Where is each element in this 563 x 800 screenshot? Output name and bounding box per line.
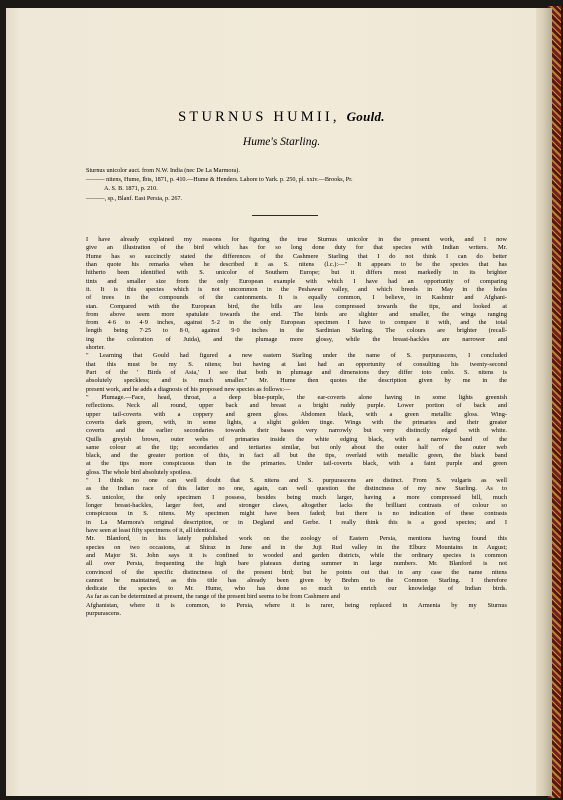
body-line: dedicate the species to Mr. Hume, who has done so much to enrich our knowledge of Indian birds. [86,585,507,593]
body-line: conspicuous in S. nitens. My specimen might have been faded; but there is no indication of these contrasts [86,510,507,518]
body-line: upper tail-coverts with a coppery and green gloss. Abdomen black, with a green metallic gloss. Wing- [86,410,507,418]
body-line: reflections. Neck all round, upper back and breast a bright ruddy purple. Lower portion of back and [86,402,507,410]
body-line: purpurascens. [86,610,122,618]
body-line: stan. Compared with the European bird, the bills are less compressed towards the tips, and looked at [86,302,507,310]
body-line: length being 7·25 to 8·0, against 9·0 inches in the Sardinian Starling. The colours are brighter (recall- [86,327,507,335]
body-line: S. unicolor, the only specimen I possess, besides being much larger, having a more compressed bill, much [86,493,507,501]
title-authority: Gould. [346,109,385,124]
body-line: convinced of the specific distinctness of the present bird; but he points out that in any case the name nitens [86,568,507,576]
synonymy-line: A. S. B. 1871, p. 210. [104,185,158,193]
synonymy-line: ———, sp., Blanf. East Persia, p. 267. [86,194,183,202]
body-line: longer breast-hackles, larger feet, and stronger claws, altogether lacks the brilliant contrasts of colour so [86,502,507,509]
synonymy-line: ——— nitens, Hume, Ibis, 1871, p. 410.—Hume & Henders. Lahore to Yark. p. 250, pl. xxiv.—Brooks, Pr. [86,176,353,184]
body-line: that this must be my S. nitens; but having at last had an opportunity of consulting his twenty-second [86,360,507,368]
body-line: Part of the ' Birds of Asia,' I see that both in plumage and dimensions they differ toto cœlo. S. nitens is [86,369,507,376]
body-line: Mr. Blanford, in his lately published work on the zoology of Eastern Persia, mentions having found this [86,535,507,543]
body-line: I have already explained my reasons for figuring the true Sturnus unicolor in the present work, and I now [86,236,507,243]
body-line: and Major St. John says it is confined to wooded and garden districts, while the ordinary species is common [86,551,507,559]
body-line: of trees in the compounds of the cantonments. It is equally common, I believe, in Kashmir and Afghani- [86,294,507,302]
body-line: shorter. [86,344,105,352]
body-line: hitherto been identified with S. unicolor of Southern Europe; but it differs most markedly in its brighter [86,269,507,277]
body-line: ing the coloration of Juida), and the plumage more glossy, while the breast-hackles are narrower and [86,335,507,343]
page-title [0,109,563,126]
section-divider [252,215,318,216]
synonymy-line: Sturnus unicolor auct. from N.W. India (nec De La Marmora). [86,167,240,174]
body-line: it. It is this species which is not uncommon in the Peshawur valley, and which breeds in May in the holes [86,285,507,293]
body-line: absolutely speckless; and is much smaller." Mr. Hume then quotes the description given by me in the [86,377,507,385]
body-line: Hume has so succinctly stated the differences of the Cashmere Starling that I do not think I can do better [86,252,507,260]
body-line: gloss. The whole bird absolutely spotless. [86,468,192,476]
body-line: cannot be maintained, as this title has already been given by Brehm to the Common Starling. I therefore [86,576,507,584]
body-line: As far as can be determined at present, the range of the present bird seems to be from Cashmere and [86,593,341,601]
body-line: " I think no one can well doubt that S. nitens and S. purpurascens are distinct. From S. vulgaris as well [86,477,507,485]
body-text [86,236,507,618]
body-line: give an illustration of the bird which has for so long done duty for that species with Indian writers. Mr. [86,244,507,252]
body-line: black, and the greater portion of this, in fact all but the tips, overlaid with metallic green, the black band [86,452,507,460]
body-line: coverts and the earlier secondaries towards their bases very narrowly but very distinctly edged with white. [86,427,507,435]
body-line: " Learning that Gould had figured a new eastern Starling under the name of S. purpurascens, I concluded [86,352,507,360]
body-line: " Plumage.—Face, head, throat, a deep blue-purple, the ear-coverts alone having in some lights greenish [86,393,507,401]
body-line: from above seem more spatulate towards the end. The birds are slighter and smaller, the wings ranging [86,310,507,318]
body-line: same colour at the tip; secondaries and tertiaries similar, but only about the outer half of the outer web [86,443,507,451]
body-line: tints and smaller size from the only European example with which I have had an opportunity of comparing [86,277,507,285]
body-line: from 4·6 to 4·9 inches, against 5·2 in the only European specimen I have to compare it with, and the total [86,319,507,327]
body-line: coverts dark green, with, in some lights, a slight golden tinge. Wings with the primaries and their greater [86,418,507,426]
body-line: Afghanistan, where it is common, to Persia, where it is rarer, being replaced in Armenia by my Sturnus [86,601,507,609]
body-line: at the tips more conspicuous than in the primaries. Under tail-coverts black, with a faint purple and green [86,460,507,468]
body-line: species on two occasions, at Shiraz in June and in the Juji Rud valley in the Elburz Mountains in August; [86,543,507,551]
body-line: as the Indian race of this latter no one, again, can well question the distinctness of my new Starling. As to [86,485,507,493]
body-line: Quills greyish brown, outer webs of primaries inside the white edging black, with a narrow band of the [86,435,507,443]
title-species: STURNUS HUMII, [178,109,340,125]
body-line: have seen at least fifty specimens of it, all identical. [86,526,218,534]
body-line: in La Marmora's original description, or in Degland and Gerbe. I really think this is a good species; and I [86,518,507,526]
body-line: present work, and he adds a diagnosis of his proposed new species as follows:— [86,385,291,393]
page-subtitle: Hume's Starling. [242,136,321,148]
body-line: than quote his remarks when he described it as S. nitens (l.c.):—" It appears to be the species that has [86,260,507,268]
synonymy-block [86,166,506,203]
body-line: all over Persia, frequenting the high bare plateaux during summer in large numbers. Mr. Blanford is not [86,560,507,568]
